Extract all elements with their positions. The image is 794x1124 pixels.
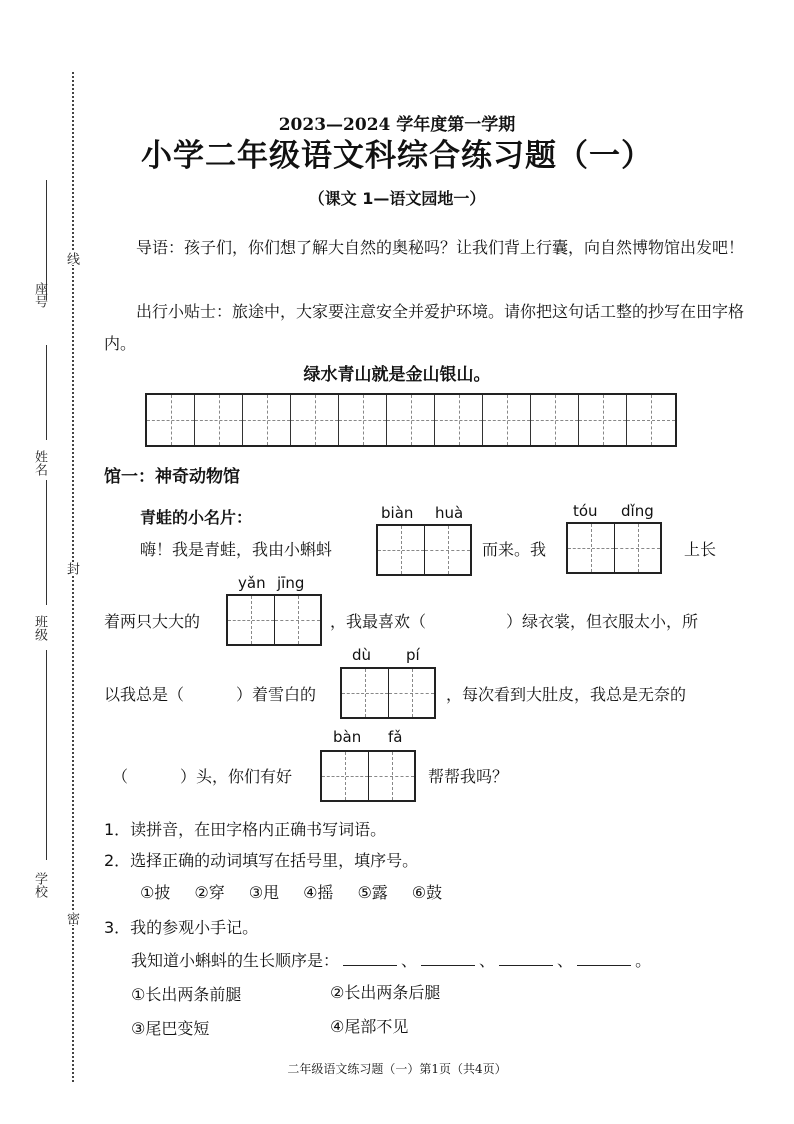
class-line: [46, 480, 47, 605]
mark-feng: 封: [64, 562, 79, 575]
seat-label: 座号: [32, 282, 47, 308]
pinyin-jing: jīng: [277, 574, 305, 592]
frog-line3-b: ）着雪白的: [236, 685, 317, 704]
option-item: ①披: [140, 883, 171, 902]
grid-cell[interactable]: [627, 395, 675, 445]
frog-line3-a: 以我总是（: [104, 685, 185, 704]
class-label: 班级: [32, 615, 47, 641]
binding-dotted-line: [72, 72, 74, 1082]
mark-xian: 线: [64, 252, 79, 265]
frog-line4-b: ）头，你们有好: [180, 767, 293, 786]
write-box-banfa[interactable]: [320, 750, 416, 802]
grid-cell[interactable]: [291, 395, 339, 445]
frog-line1-c: 上长: [684, 540, 717, 559]
verb-options: [140, 880, 442, 903]
growth-order-prompt: 我知道小蝌蚪的生长顺序是：: [131, 951, 340, 970]
separator: 。: [635, 951, 652, 970]
school-line: [46, 650, 47, 860]
answer-blank[interactable]: [577, 965, 631, 966]
pinyin-tou: tóu: [573, 502, 598, 520]
separator: 、: [401, 951, 418, 970]
section-title: 馆一：神奇动物馆: [104, 467, 240, 487]
grid-cell[interactable]: [195, 395, 243, 445]
pinyin-bian: biàn: [381, 504, 414, 522]
grid-cell[interactable]: [531, 395, 579, 445]
guide-paragraph: 导语：孩子们，你们想了解大自然的奥秘吗？让我们背上行囊，向自然博物馆出发吧！: [136, 238, 745, 257]
option-item: ④摇: [303, 883, 334, 902]
page-title: 小学二年级语文科综合练习题（一）: [141, 138, 653, 174]
pinyin-du: dù: [352, 646, 372, 664]
card-label: 青蛙的小名片：: [140, 508, 253, 527]
stage-1: ①长出两条前腿: [131, 985, 242, 1004]
separator: 、: [557, 951, 574, 970]
frog-line1-b: 而来。我: [482, 540, 547, 559]
name-label: 姓名: [32, 450, 47, 476]
page-subtitle: （课文 1—语文园地一）: [308, 189, 486, 208]
mark-mi: 密: [64, 912, 79, 925]
frog-line2-c: ）绿衣裳，但衣服太小，所: [506, 612, 699, 631]
grid-cell[interactable]: [435, 395, 483, 445]
question-3: 3．我的参观小手记。: [104, 918, 259, 937]
grid-cell[interactable]: [387, 395, 435, 445]
pinyin-fa: fǎ: [388, 728, 403, 746]
grid-cell[interactable]: [243, 395, 291, 445]
write-box-touding[interactable]: [566, 522, 662, 574]
option-item: ⑥鼓: [411, 883, 443, 902]
option-item: ⑤露: [357, 883, 388, 902]
option-item: ②穿: [194, 883, 225, 902]
school-label: 学校: [32, 872, 47, 898]
question-2: 2．选择正确的动词填写在括号里，填序号。: [104, 851, 419, 870]
frog-line2-b: ，我最喜欢（: [330, 612, 427, 631]
grid-cell[interactable]: [339, 395, 387, 445]
motto-sentence: 绿水青山就是金山银山。: [303, 365, 491, 385]
frog-line4-a: （: [112, 767, 129, 786]
copy-grid[interactable]: [145, 393, 677, 447]
pinyin-yan: yǎn: [238, 574, 266, 592]
grid-cell[interactable]: [147, 395, 195, 445]
frog-line2-a: 着两只大大的: [104, 612, 201, 631]
grid-cell[interactable]: [579, 395, 627, 445]
write-box-yanjing[interactable]: [226, 594, 322, 646]
write-box-dupi[interactable]: [340, 667, 436, 719]
page-footer: 二年级语文练习题（一）第1页（共4页）: [287, 1062, 507, 1076]
answer-blank[interactable]: [343, 965, 397, 966]
grid-cell[interactable]: [483, 395, 531, 445]
option-item: ③甩: [248, 883, 280, 902]
pinyin-hua: huà: [435, 504, 464, 522]
tips-paragraph: 出行小贴士：旅途中，大家要注意安全并爱护环境。请你把这句话工整的抄写在田字格内。: [104, 302, 745, 353]
answer-blank[interactable]: [421, 965, 475, 966]
answer-blank[interactable]: [499, 965, 553, 966]
stage-3: ③尾巴变短: [131, 1019, 210, 1038]
separator: 、: [479, 951, 496, 970]
frog-line4-c: 帮帮我吗？: [428, 767, 509, 786]
frog-line1-a: 嗨！我是青蛙，我由小蝌蚪: [140, 540, 333, 559]
pinyin-pi: pí: [406, 646, 420, 664]
growth-order-line: [131, 948, 651, 971]
write-box-bianhua[interactable]: [376, 524, 472, 576]
question-1: 1．读拼音，在田字格内正确书写词语。: [104, 820, 387, 839]
pinyin-ding: dǐng: [621, 502, 654, 520]
pinyin-ban: bàn: [333, 728, 362, 746]
frog-line3-c: ，每次看到大肚皮，我总是无奈的: [446, 685, 687, 704]
stage-4: ④尾部不见: [330, 1017, 409, 1036]
school-year: 2023—2024 学年度第一学期: [278, 115, 516, 135]
stage-2: ②长出两条后腿: [330, 983, 441, 1002]
